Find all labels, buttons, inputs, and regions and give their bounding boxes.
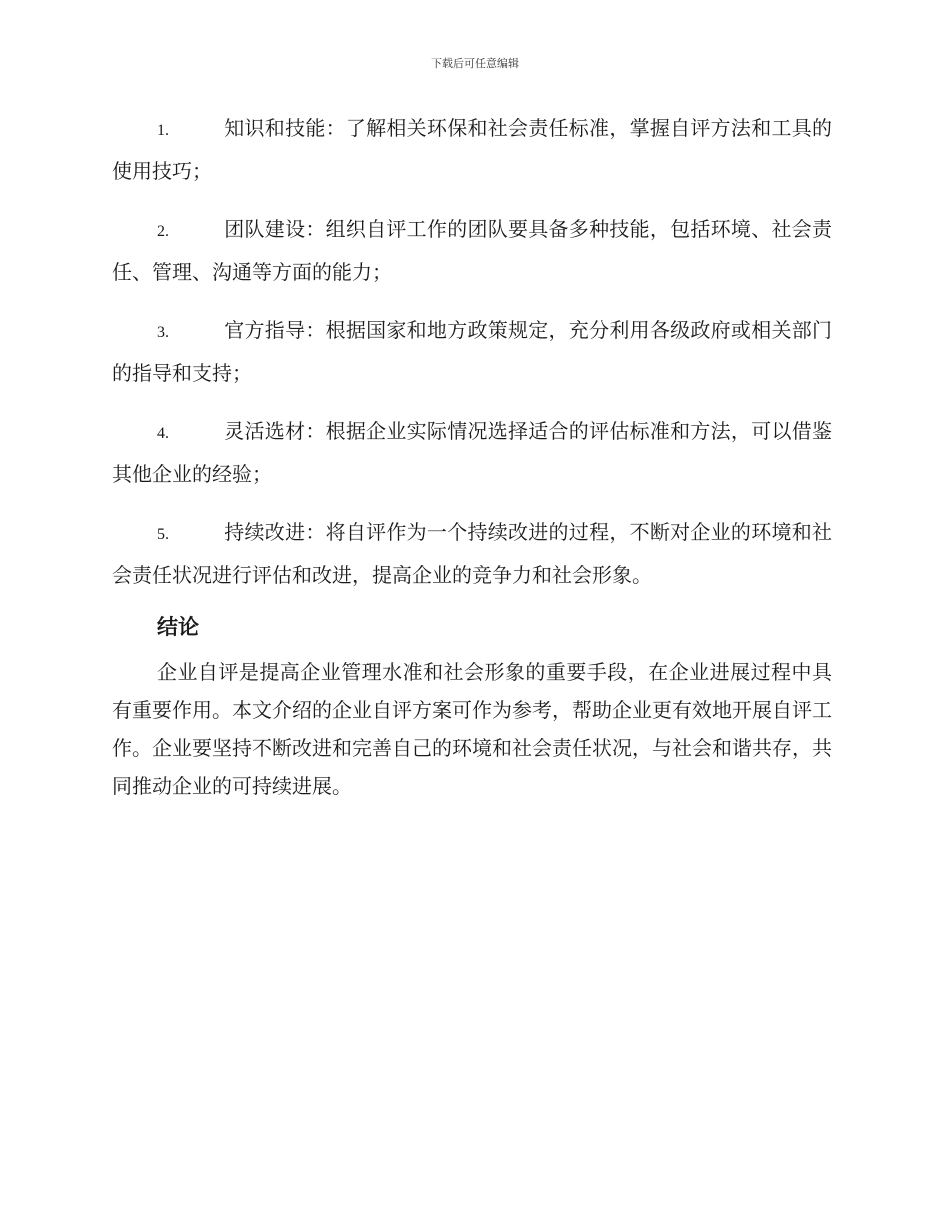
list-item (112, 310, 832, 393)
list-item-text: 知识和技能：了解相关环保和社会责任标准，掌握自评方法和工具的使用技巧； (112, 116, 832, 183)
list-item-number: 5. (157, 526, 169, 543)
conclusion-paragraph: 企业自评是提高企业管理水准和社会形象的重要手段，在企业进展过程中具有重要作用。本文介绍的企业自评方案可作为参考，帮助企业更有效地开展自评工作。企业要坚持不断改进和完善自己的环境和社会责任状况，与社会和谐共存，共同推动企业的可持续进展。 (112, 660, 832, 798)
list-item (112, 411, 832, 494)
list-item-text: 团队建设：组织自评工作的团队要具备多种技能，包括环境、社会责任、管理、沟通等方面的能力； (112, 217, 832, 284)
list-item-text: 官方指导：根据国家和地方政策规定，充分利用各级政府或相关部门的指导和支持； (112, 318, 832, 385)
document-body (112, 108, 832, 805)
list-item-number: 1. (157, 122, 169, 139)
list-item (112, 209, 832, 292)
list-item-number: 3. (157, 324, 169, 341)
list-item-number: 4. (157, 425, 169, 442)
list-item-text: 灵活选材：根据企业实际情况选择适合的评估标准和方法，可以借鉴其他企业的经验； (112, 419, 832, 486)
list-item-text: 持续改进：将自评作为一个持续改进的过程，不断对企业的环境和社会责任状况进行评估和改进，提高企业的竞争力和社会形象。 (112, 520, 832, 587)
numbered-list (112, 108, 832, 595)
list-item (112, 512, 832, 595)
page-header: 下载后可任意编辑 (431, 57, 519, 70)
section-heading-conclusion: 结论 (157, 615, 199, 639)
list-item (112, 108, 832, 191)
list-item-number: 2. (157, 223, 169, 240)
